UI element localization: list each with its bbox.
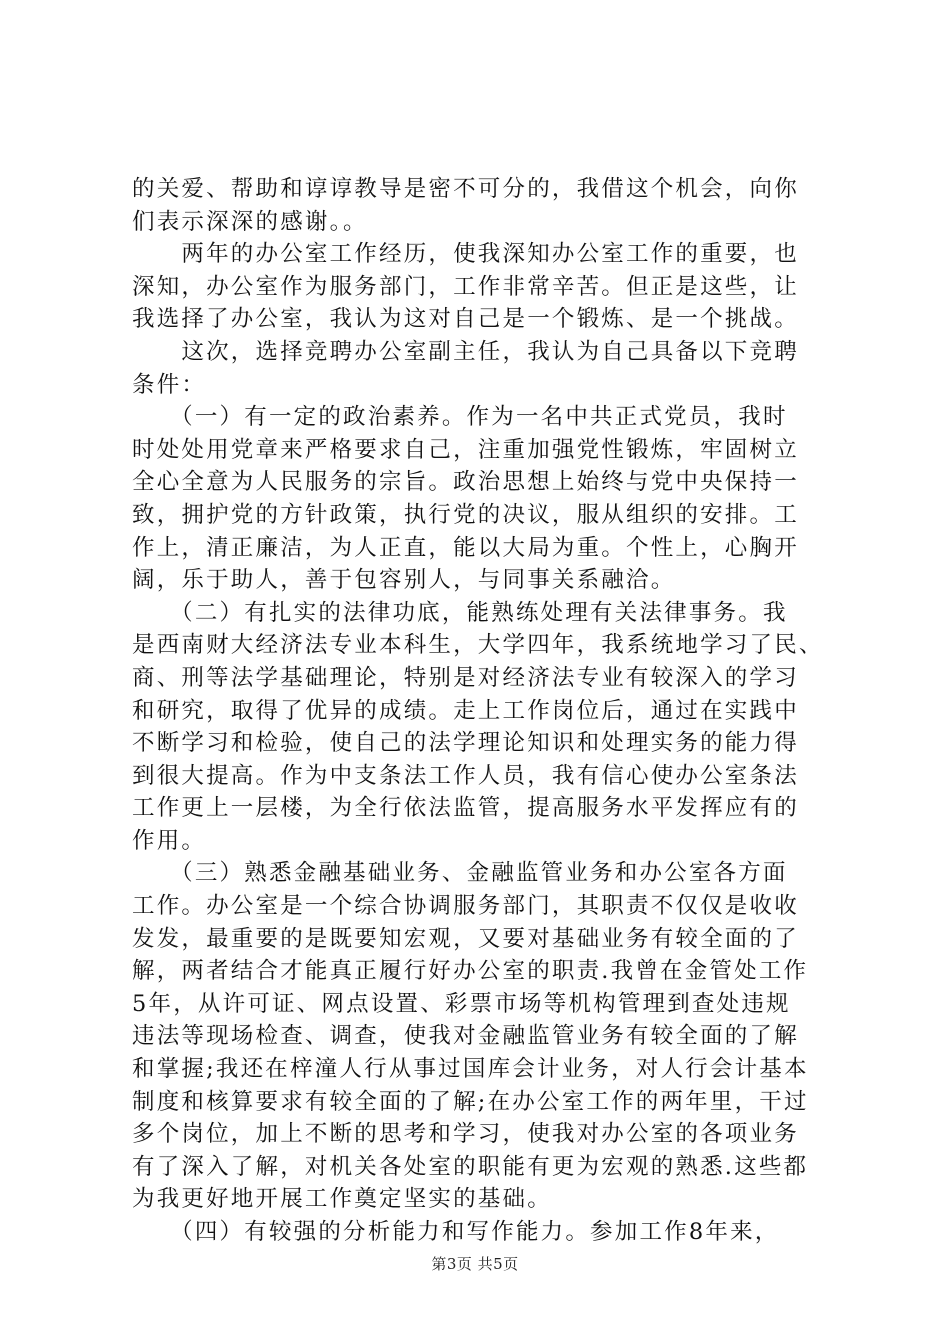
text-line: （三）熟悉金融基础业务、金融监管业务和办公室各方面: [132, 860, 788, 887]
text-line: 有了深入了解，对机关各处室的职能有更为宏观的熟悉.这些都: [132, 1153, 809, 1180]
text-line: 和掌握;我还在梓潼人行从事过国库会计业务，对人行会计基本: [132, 1056, 809, 1083]
text-line: 作用。: [132, 827, 207, 854]
text-line: 和研究，取得了优异的成绩。走上工作岗位后，通过在实践中: [132, 697, 799, 724]
text-line: （二）有扎实的法律功底，能熟练处理有关法律事务。我: [132, 599, 788, 626]
page-footer: 第3页 共5页: [431, 1255, 519, 1273]
text-line: 我选择了办公室，我认为这对自己是一个锻炼、是一个挑战。: [132, 306, 799, 333]
text-line: 致，拥护党的方针政策，执行党的决议，服从组织的安排。工: [132, 501, 799, 528]
text-line: 多个岗位，加上不断的思考和学习，使我对办公室的各项业务: [132, 1121, 799, 1148]
text-line: 全心全意为人民服务的宗旨。政治思想上始终与党中央保持一: [132, 469, 799, 496]
text-line: 作上，清正廉洁，为人正直，能以大局为重。个性上，心胸开: [132, 534, 799, 561]
text-line: 违法等现场检查、调查，使我对金融监管业务有较全面的了解: [132, 1023, 799, 1050]
text-line: 条件：: [132, 371, 207, 398]
text-line: （一）有一定的政治素养。作为一名中共正式党员，我时: [132, 404, 788, 431]
text-line: （四）有较强的分析能力和写作能力。参加工作8年来，: [132, 1219, 780, 1245]
text-line: 深知，办公室作为服务部门，工作非常辛苦。但正是这些，让: [132, 273, 799, 300]
text-line: 这次，选择竞聘办公室副主任，我认为自己具备以下竞聘: [132, 338, 799, 365]
text-line: 商、刑等法学基础理论，特别是对经济法专业有较深入的学习: [132, 664, 799, 691]
text-line: 制度和核算要求有较全面的了解;在办公室工作的两年里，干过: [132, 1088, 809, 1115]
text-line: 的关爱、帮助和谆谆教导是密不可分的，我借这个机会，向你: [132, 176, 799, 202]
text-line: 为我更好地开展工作奠定坚实的基础。: [132, 1186, 552, 1213]
text-line: 时处处用党章来严格要求自己，注重加强党性锻炼，牢固树立: [132, 436, 799, 463]
document-body: [132, 173, 832, 1249]
text-line: 是西南财大经济法专业本科生，大学四年，我系统地学习了民、: [132, 632, 824, 659]
text-line: 阔，乐于助人，善于包容别人，与同事关系融洽。: [132, 567, 676, 594]
text-line: 到很大提高。作为中支条法工作人员，我有信心使办公室条法: [132, 762, 799, 789]
text-line: 们表示深深的感谢。。: [132, 208, 368, 235]
text-line: 工作更上一层楼，为全行依法监管，提高服务水平发挥应有的: [132, 795, 799, 822]
text-line: 两年的办公室工作经历，使我深知办公室工作的重要，也: [132, 241, 799, 268]
text-line: 工作。办公室是一个综合协调服务部门，其职责不仅仅是收收: [132, 893, 799, 920]
text-line: 不断学习和检验，使自己的法学理论知识和处理实务的能力得: [132, 730, 799, 757]
text-line: 发发，最重要的是既要知宏观，又要对基础业务有较全面的了: [132, 925, 799, 952]
text-line: 5年，从许可证、网点设置、彩票市场等机构管理到查处违规: [132, 990, 791, 1017]
text-line: 解，两者结合才能真正履行好办公室的职责.我曾在金管处工作: [132, 958, 809, 985]
